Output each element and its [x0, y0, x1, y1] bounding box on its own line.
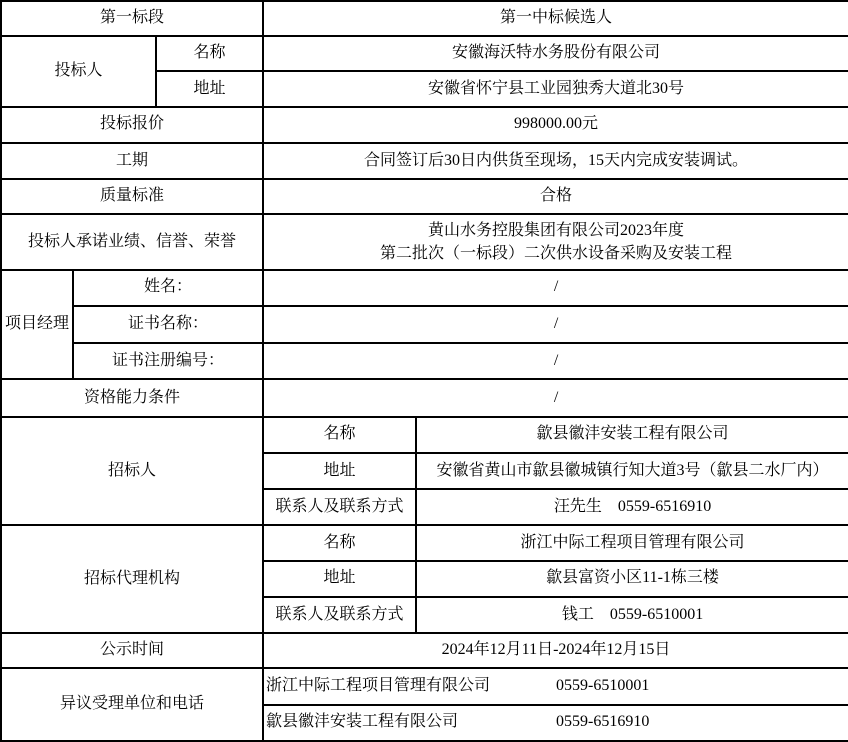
tenderer-address-value: 安徽省黄山市歙县徽城镇行知大道3号（歙县二水厂内） [416, 453, 848, 489]
tenderer-name-label: 名称 [263, 417, 416, 453]
agency-contact-label: 联系人及联系方式 [263, 597, 416, 633]
pm-name-value: / [263, 270, 848, 306]
objection-org-1: 浙江中际工程项目管理有限公司 [266, 677, 491, 695]
bidder-name-label: 名称 [156, 36, 263, 71]
publicity-period-value: 2024年12月11日-2024年12月15日 [263, 633, 848, 668]
qualification-value: / [263, 379, 848, 416]
tenderer-name-value: 歙县徽沣安装工程有限公司 [416, 417, 848, 453]
tenderer-contact-value [416, 489, 848, 525]
agency-address-value: 歙县富资小区11-1栋三楼 [416, 561, 848, 597]
bidder-name-value: 安徽海沃特水务股份有限公司 [263, 36, 848, 71]
tenderer-contact-label: 联系人及联系方式 [263, 489, 416, 525]
objection-label: 异议受理单位和电话 [1, 668, 263, 741]
bid-price-label: 投标报价 [1, 107, 263, 143]
commitment-line1: 黄山水务控股集团有限公司2023年度 [428, 221, 685, 239]
tenderer-address-label: 地址 [263, 453, 416, 489]
agency-contact-person: 钱工 [561, 605, 594, 623]
agency-phone: 0559-6510001 [609, 605, 704, 623]
objection-phone-1: 0559-6510001 [556, 677, 650, 695]
pm-cert-name-value: / [263, 306, 848, 343]
tenderer-phone: 0559-6516910 [617, 497, 712, 515]
tenderer-contact-person: 汪先生 [553, 497, 602, 515]
candidate-header-label: 第一中标候选人 [263, 1, 848, 36]
objection-phone-2: 0559-6516910 [556, 713, 650, 731]
bidder-address-label: 地址 [156, 71, 263, 106]
agency-contact-value [416, 597, 848, 633]
commitment-value [263, 214, 848, 269]
pm-name-label: 姓名： [73, 270, 263, 306]
objection-row-2 [263, 705, 848, 741]
agency-name-label: 名称 [263, 525, 416, 560]
objection-row-1 [263, 668, 848, 704]
qualification-label: 资格能力条件 [1, 379, 263, 416]
commitment-line2: 第二批次（一标段）二次供水设备采购及安装工程 [380, 245, 733, 263]
tenderer-label: 招标人 [1, 417, 263, 526]
quality-value: 合格 [263, 179, 848, 214]
bidder-label: 投标人 [1, 36, 156, 106]
agency-address-label: 地址 [263, 561, 416, 597]
project-manager-label: 项目经理 [1, 270, 73, 380]
agency-label: 招标代理机构 [1, 525, 263, 633]
duration-value: 合同签订后30日内供货至现场，15天内完成安装调试。 [263, 143, 848, 179]
duration-label: 工期 [1, 143, 263, 179]
pm-cert-number-value: / [263, 343, 848, 379]
quality-label: 质量标准 [1, 179, 263, 214]
publicity-period-label: 公示时间 [1, 633, 263, 668]
pm-cert-name-label: 证书名称： [73, 306, 263, 343]
bid-price-value: 998000.00元 [263, 107, 848, 143]
commitment-label: 投标人承诺业绩、信誉、荣誉 [1, 214, 263, 269]
bidder-address-value: 安徽省怀宁县工业园独秀大道北30号 [263, 71, 848, 106]
agency-name-value: 浙江中际工程项目管理有限公司 [416, 525, 848, 560]
section-label: 第一标段 [1, 1, 263, 36]
pm-cert-number-label: 证书注册编号： [73, 343, 263, 379]
objection-org-2: 歙县徽沣安装工程有限公司 [266, 713, 459, 731]
